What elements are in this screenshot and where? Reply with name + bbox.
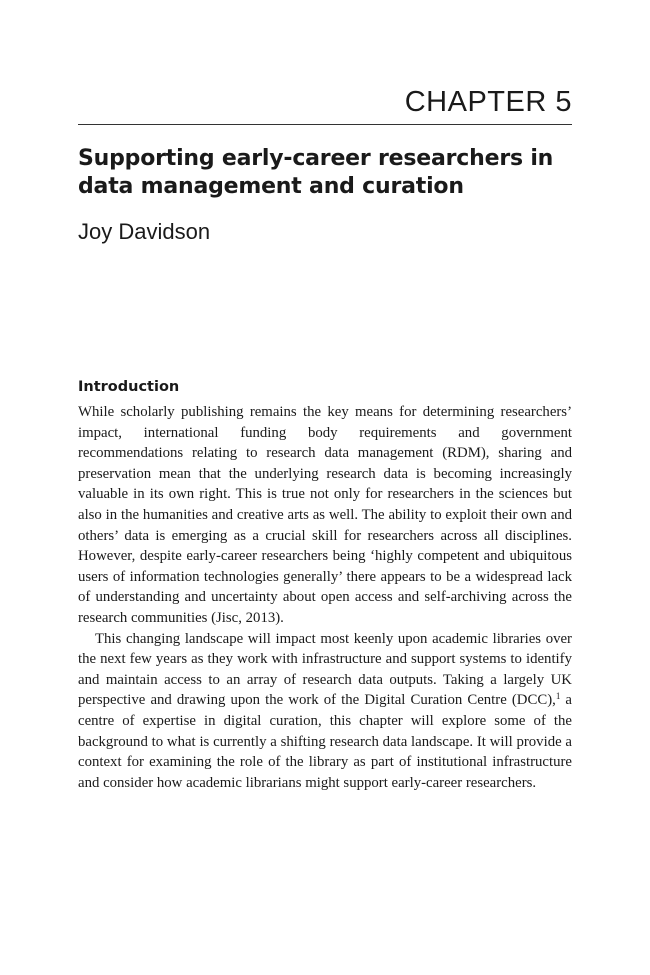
chapter-author: Joy Davidson <box>78 219 211 244</box>
paragraph-2-text-before-footnote: This changing landscape will impact most keenly upon academic libraries over the next few years as they work with infrastructure and support systems to identify and maintain access to an array of research data outputs. Taking a largely UK perspective and drawing upon the work of the Digital Curation Centre (DCC), <box>78 630 572 709</box>
chapter-number-label: CHAPTER 5 <box>404 86 572 118</box>
footnote-marker[interactable]: 1 <box>555 691 561 702</box>
body-paragraph-1: While scholarly publishing remains the key means for determining researchers’ impact, international funding body requirements and government recommendations relating to research data management (RDM), sharing and preservation mean that the underlying research data is becoming increasingly valuable in its own right. This is true not only for researchers in the sciences but also in the humanities and creative arts as well. The ability to exploit their own and others’ data is emerging as a crucial skill for researchers across all disciplines. However, despite early-career researchers being ‘highly competent and ubiquitous users of information technologies generally’ there appears to be a widespread lack of understanding and uncertainty about open access and self-archiving across the research communities (Jisc, 2013). <box>78 404 572 626</box>
section-heading-introduction: Introduction <box>78 379 180 395</box>
body-paragraph-2 <box>78 629 572 794</box>
section-body <box>78 402 572 793</box>
paragraph-2-text-after-footnote: a centre of expertise in digital curation, this chapter will explore some of the background to what is currently a shifting research data landscape. It will provide a context for examining the role of the library as part of institutional infrastructure and consider how academic librarians might support early-career researchers. <box>78 692 572 791</box>
chapter-title: Supporting early-career researchers in data management and curation <box>78 146 554 199</box>
chapter-header-rule <box>78 124 572 125</box>
